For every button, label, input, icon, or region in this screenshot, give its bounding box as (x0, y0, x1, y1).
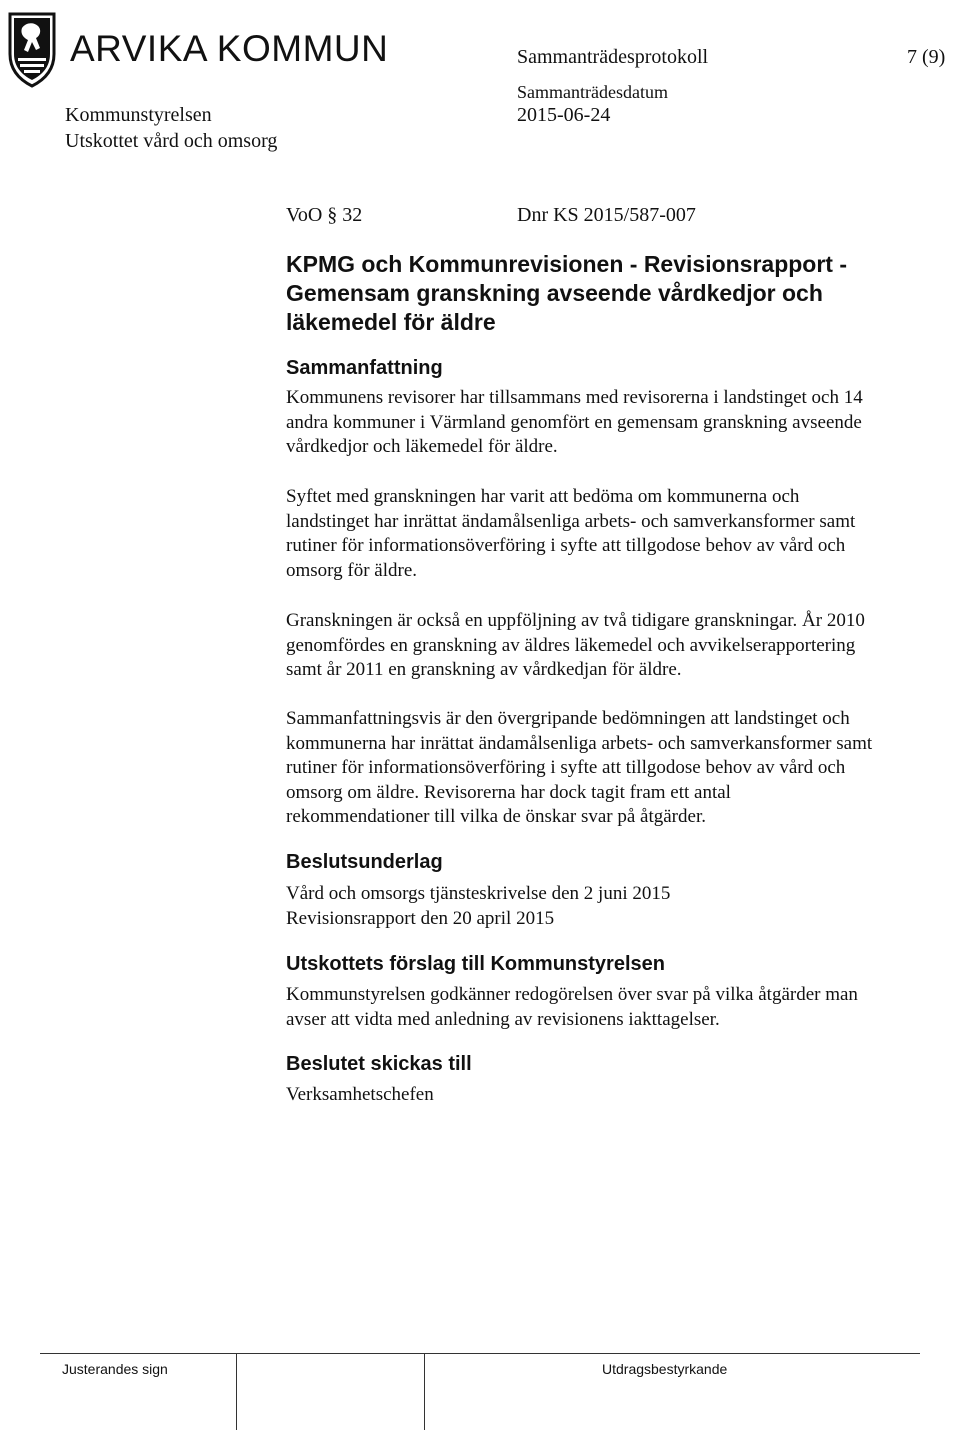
committee-proposal-heading: Utskottets förslag till Kommunstyrelsen (286, 953, 665, 975)
municipality-logo-text: ARVIKA KOMMUN (70, 28, 389, 69)
committee-proposal-text (286, 983, 946, 1032)
paragraph-line: omsorg för äldre. (286, 559, 418, 581)
paragraph-line: andra kommuner i Värmland genomfört en gemensam granskning avseende (286, 411, 862, 433)
paragraph-line: Syftet med granskningen har varit att bedöma om kommunerna och (286, 486, 800, 507)
committee-name: Utskottet vård och omsorg (65, 130, 278, 152)
paragraph-line: avser att vidta med anledning av revisionens iakttagelser. (286, 1008, 720, 1030)
summary-paragraph (286, 386, 946, 460)
meeting-date-label: Sammanträdesdatum (517, 82, 668, 102)
paragraph-line: rutiner för informationsöverföring i syfte att tillgodose behov av vård och (286, 535, 846, 557)
summary-paragraph (286, 485, 946, 583)
recipient: Verksamhetschefen (286, 1084, 434, 1105)
distribution-heading: Beslutet skickas till (286, 1053, 472, 1075)
document-type: Sammanträdesprotokoll (517, 46, 709, 68)
basis-item: Vård och omsorgs tjänsteskrivelse den 2 juni 2015 (286, 883, 671, 904)
paragraph-line: genomfördes en granskning av äldres läkemedel och avvikelserapportering (286, 634, 856, 656)
basis-item: Revisionsrapport den 20 april 2015 (286, 907, 555, 929)
paragraph-line: Kommunstyrelsen godkänner redogörelsen över svar på vilka åtgärder man (286, 984, 858, 1005)
coat-of-arms-logo-icon (6, 8, 58, 90)
paragraph-line: rekommendationer till vilka de önskar svar på åtgärder. (286, 806, 706, 828)
summary-paragraph (286, 707, 946, 830)
meeting-date: 2015-06-24 (517, 104, 611, 126)
decision-basis-heading: Beslutsunderlag (286, 851, 443, 873)
adjuster-signature-label: Justerandes sign (62, 1361, 168, 1377)
organization-name: Kommunstyrelsen (65, 104, 212, 126)
footer-divider (40, 1353, 920, 1354)
paragraph-line: vårdkedjor och läkemedel för äldre. (286, 436, 558, 458)
paragraph-line: Kommunens revisorer har tillsammans med revisorerna i landstinget och 14 (286, 387, 863, 408)
extract-certification-label: Utdragsbestyrkande (602, 1361, 728, 1377)
decision-basis-list (286, 882, 946, 931)
case-number: VoO § 32 (286, 204, 363, 226)
paragraph-line: omsorg om äldre. Revisorerna har dock tagit fram ett antal (286, 781, 731, 803)
paragraph-line: Sammanfattningsvis är den övergripande bedömningen att landstinget och (286, 708, 850, 729)
paragraph-line: samt år 2011 en granskning av vårdkedjan för äldre. (286, 659, 682, 681)
case-title-line: Gemensam granskning avseende vårdkedjor och (286, 280, 823, 306)
paragraph-line: landstinget har inrättat ändamålsenliga arbets- och samverkansformer samt (286, 510, 856, 532)
paragraph-line: kommunerna har inrättat ändamålsenliga arbets- och samverkansformer samt (286, 732, 873, 754)
signature-box-divider (236, 1353, 237, 1430)
summary-paragraph (286, 609, 946, 683)
registration-number: Dnr KS 2015/587-007 (517, 204, 696, 226)
case-title-line: läkemedel för äldre (286, 309, 496, 335)
summary-heading: Sammanfattning (286, 357, 443, 379)
signature-box-divider (424, 1353, 425, 1430)
case-title-line: KPMG och Kommunrevisionen - Revisionsrapport - (286, 251, 848, 277)
paragraph-line: Granskningen är också en uppföljning av två tidigare granskningar. År 2010 (286, 610, 865, 631)
page-number: 7 (9) (907, 46, 946, 68)
distribution-list (286, 1083, 946, 1108)
paragraph-line: rutiner för informationsöverföring i syfte att tillgodose behov av vård och (286, 757, 846, 779)
